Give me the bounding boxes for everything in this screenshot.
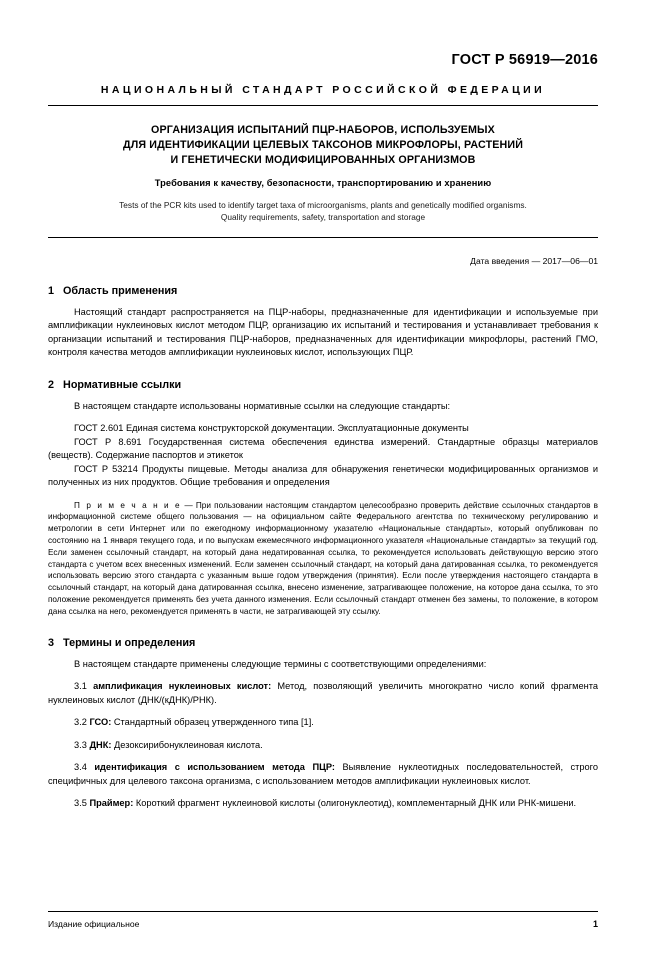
title-line-3: И ГЕНЕТИЧЕСКИ МОДИФИЦИРОВАННЫХ ОРГАНИЗМОВ [170,154,476,167]
section-number-1: 1 [48,284,55,297]
section-number-2: 2 [48,378,55,391]
title-english-line-1: Tests of the PCR kits used to identify target taxa of microorganisms, plants and genetically modified organisms. [119,199,527,210]
page-footer [48,911,598,929]
page-number: 1 [592,919,598,929]
term-definition: Выявление нуклеотидных последовательностей, строго специфичных для целевого таксона организма, с использованием методов амплификации нуклеиновых кислот. [48,762,598,786]
term-name: амплификация нуклеиновых кислот: [93,681,272,692]
term-entry [48,761,598,788]
reference-item: ГОСТ Р 53214 Продукты пищевые. Методы анализа для обнаружения генетически модифицированных организмов и полученных из них продуктов. Общие требования и определения [48,463,598,488]
title-english-line-2: Quality requirements, safety, transportation and storage [220,211,426,222]
reference-item: ГОСТ Р 8.691 Государственная система обеспечения единства измерений. Стандартные образцы материалов (веществ). Содержание паспортов и этикеток [48,436,598,461]
footer-divider [48,911,598,912]
section-heading-2 [48,379,598,391]
section-2-lead: В настоящем стандарте использованы нормативные ссылки на следующие стандарты: [74,400,451,411]
term-entry [48,716,598,730]
header-divider [48,105,598,106]
section-title-1: Область применения [63,284,178,297]
term-number: 3.1 [74,681,87,692]
section-number-3: 3 [48,636,55,649]
title-divider [48,237,598,238]
term-entry [48,739,598,753]
standard-number: ГОСТ Р 56919—2016 [451,52,598,68]
term-name: Праймер: [89,798,134,809]
term-number: 3.4 [74,762,87,773]
section-heading-1 [48,285,598,297]
title-block [48,123,598,223]
title-line-1: ОРГАНИЗАЦИЯ ИСПЫТАНИЙ ПЦР-НАБОРОВ, ИСПОЛЬЗУЕМЫХ [151,124,495,136]
reference-item: ГОСТ 2.601 Единая система конструкторской документации. Эксплуатационные документы [74,423,469,434]
term-entry [48,680,598,707]
note-label: П р и м е ч а н и е [74,500,182,510]
term-number: 3.2 [74,717,87,728]
section-title-3: Термины и определения [63,636,196,649]
section-title-2: Нормативные ссылки [63,378,182,391]
term-definition: Метод, позволяющий увеличить многократно число копий фрагмента нуклеиновых кислот (ДНК/(кДНК)/РНК). [48,681,599,705]
section-1-paragraph: Настоящий стандарт распространяется на ПЦР-наборы, предназначенные для идентификации и используемые при амплификации нуклеиновых кислот методом ПЦР, организацию их испытаний и тестирования и устанавливает требования к организации испытаний и тестирования ПЦР-наборов, предназначенных для идентификации микрофлоры, растений ГМО, контроля качества методов амплификации нуклеиновых кислот, использующих ПЦР. [48,306,598,358]
term-name: идентификация с использованием метода ПЦР: [94,762,335,773]
document-page [0,52,646,965]
term-definition: Короткий фрагмент нуклеиновой кислоты (олигонуклеотид), комплементарный ДНК или РНК-мишени. [133,798,577,809]
term-name: ГСО: [89,717,112,728]
section-2-note [48,500,598,618]
normative-references-list [48,422,598,490]
title-line-2: ДЛЯ ИДЕНТИФИКАЦИИ ЦЕЛЕВЫХ ТАКСОНОВ МИКРОФЛОРЫ, РАСТЕНИЙ [122,139,524,152]
title-subtitle: Требования к качеству, безопасности, транспортированию и хранению [154,177,492,188]
national-standard-heading: НАЦИОНАЛЬНЫЙ СТАНДАРТ РОССИЙСКОЙ ФЕДЕРАЦИИ [100,84,546,96]
term-definition: Дезоксирибонуклеиновая кислота. [111,739,263,750]
introduction-date: Дата введения — 2017—06—01 [470,255,598,266]
edition-label: Издание официальное [48,919,140,929]
section-heading-3 [48,637,598,649]
note-text: При пользовании настоящим стандартом целесообразно проверить действие ссылочных стандартов в информационной системе общего пользования — на официальном сайте Федерального агентства по техническому регулированию и метрологии в сети Интернет или по ежегодному информационному указателю «Национальные стандарты», который опубликован по состоянию на 1 января текущего года, и по выпускам ежемесячного информационного указателя «Национальные стандарты» за текущий год. Если заменен ссылочный стандарт, на который дана недатированная ссылка, то рекомендуется использовать действующую версию этого стандарта с учетом всех внесенных изменений. Если заменен ссылочный стандарт, на который дана датированная ссылка, то рекомендуется использовать версию этого стандарта с указанным выше годом утверждения (принятия). Если после утверждения настоящего стандарта в ссылочный стандарт, на который дана датированная ссылка, внесено изменение, затрагивающее положение, на которое дана ссылка, то это положение рекомендуется применять без учета данного изменения. Если ссылочный стандарт отменен без замены, то положение, в котором дана ссылка на него, рекомендуется применять в части, не затрагивающей эту ссылку. [48,500,599,616]
note-dash: — [184,500,193,510]
section-3-lead: В настоящем стандарте применены следующие термины с соответствующими определениями: [74,658,487,669]
term-name: ДНК: [89,739,112,750]
term-definition: Стандартный образец утвержденного типа [1]. [111,717,314,728]
term-entry [48,797,598,811]
term-number: 3.5 [74,798,87,809]
term-number: 3.3 [74,739,87,750]
